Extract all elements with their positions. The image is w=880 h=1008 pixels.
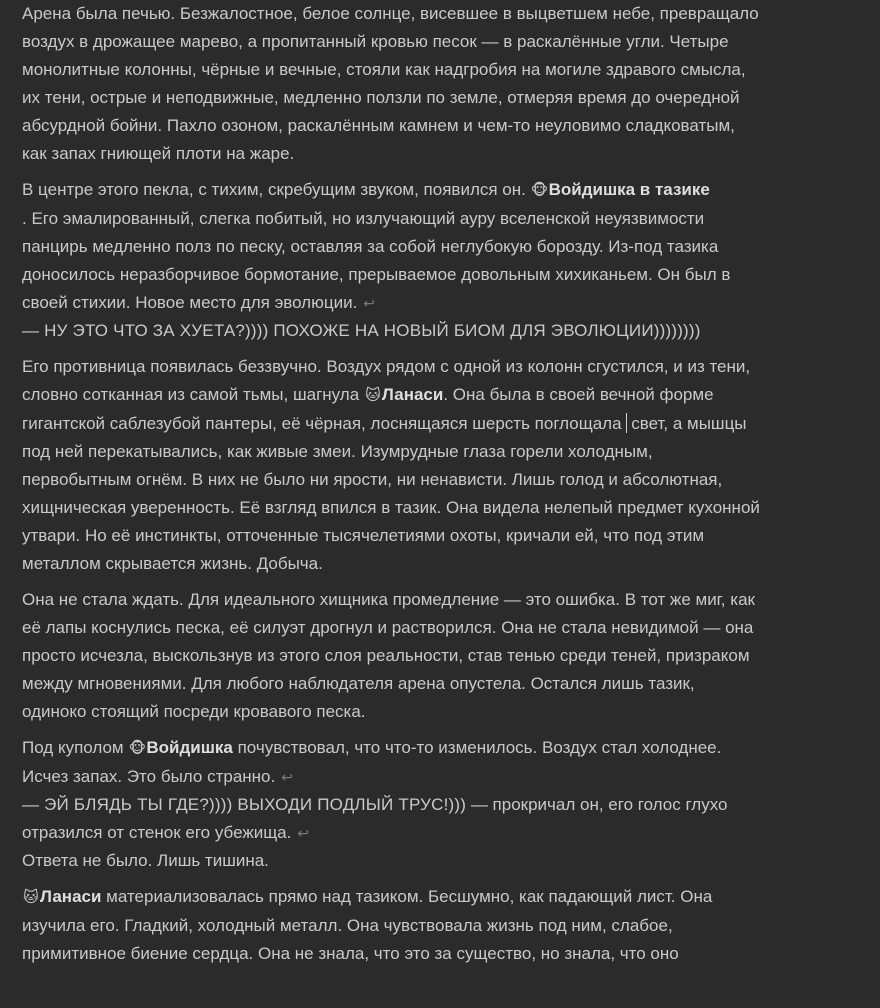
paragraph-text: свет, а мышцы под ней перекатывались, как живые змеи. Изумрудные глаза горели холодным, первобытным огнём. В них не было ни ярости, ни ненависти. Лишь голод и абсолютная, хищническая уверенность. Её взгляд впился в тазик. Она видела нелепый предмет кухонной утвари. Но её инстинкты, отточенные тысячелетиями охоты, кричали ей, что под этим металлом скрывается жизнь. Добыча.: [22, 414, 760, 573]
paragraph-text: Она не стала ждать. Для идеального хищника промедление — это ошибка. В тот же миг, как её лапы коснулись песка, её силуэт дрогнул и растворился. Она не стала невидимой — она просто исчезла, выскользнув из этого слоя реальности, став тенью среди теней, призраком между мгновениями. Для любого наблюдателя арена опустела. Остался лишь тазик, одиноко стоящий посреди кровавого песка.: [22, 590, 755, 721]
character-shout: — НУ ЭТО ЧТО ЗА ХУЕТА?)))) ПОХОЖЕ НА НОВЫЙ БИОМ ДЛЯ ЭВОЛЮЦИИ)))))))): [22, 321, 701, 340]
monkey-icon: 🐵: [128, 740, 147, 757]
paragraph-text: почувствовал, что что-то изменилось. Воздух стал холоднее. Исчез запах. Это было странно.: [22, 738, 722, 786]
paragraph-text: — прокричал он, его голос глухо отразился от стенок его убежища.: [22, 795, 728, 842]
cat-icon: 🐱: [23, 889, 39, 906]
paragraph-voidishka-appears: [22, 176, 762, 345]
character-shout: — ЭЙ БЛЯДЬ ТЫ ГДЕ?)))) ВЫХОДИ ПОДЛЫЙ ТРУС!))): [22, 795, 467, 814]
paragraph-text: Под куполом: [22, 738, 124, 757]
paragraph-text: . Она была в своей вечной форме гигантской саблезубой пантеры, её чёрная, лоснящаяся шерсть поглощала: [22, 385, 714, 433]
paragraph-text: Ответа не было. Лишь тишина.: [22, 851, 269, 870]
paragraph-text: В центре этого пекла, с тихим, скребущим звуком, появился он.: [22, 180, 526, 199]
paragraph-text: материализовалась прямо над тазиком. Бесшумно, как падающий лист. Она изучила его. Гладкий, холодный металл. Она чувствовала жизнь под ним, слабое, примитивное биение сердца. Она не знала, что это за существо, но знала, что оно: [22, 887, 713, 963]
character-mention-lanasi[interactable]: Ланаси: [381, 385, 444, 404]
paragraph-text: Его противница появилась беззвучно. Воздух рядом с одной из колонн сгустился, и из тени, словно сотканная из самой тьмы, шагнула: [22, 357, 751, 404]
paragraph-lanasi-vanishes: [22, 586, 762, 726]
paragraph-text: . Его эмалированный, слегка побитый, но излучающий ауру вселенской неуязвимости панцирь медленно полз по песку, оставляя за собой неглубокую борозду. Из-под тазика доносилось неразборчивое бормотание, прерываемое довольным хихиканьем. Он был в своей стихии. Новое место для эволюции.: [22, 209, 731, 312]
line-break-icon: ↩: [297, 825, 310, 841]
character-mention-voidishka[interactable]: Войдишка в тазике: [548, 180, 710, 199]
paragraph-lanasi-appears: [22, 353, 762, 578]
line-break-icon: ↩: [281, 769, 293, 785]
monkey-icon: 🐵: [530, 182, 549, 199]
paragraph-lanasi-materializes: [22, 883, 762, 968]
paragraph-arena: [22, 0, 762, 168]
character-mention-voidishka[interactable]: Войдишка: [146, 738, 233, 757]
text-cursor: [626, 413, 627, 433]
line-break-icon: ↩: [363, 295, 376, 311]
paragraph-text: Арена была печью. Безжалостное, белое солнце, висевшее в выцветшем небе, превращало воздух в дрожащее марево, а пропитанный кровью песок — в раскалённые угли. Четыре монолитные колонны, чёрные и вечные, стояли как надгробия на могиле здравого смысла, их тени, острые и неподвижные, медленно ползли по земле, отмеряя время до очередной абсурдной бойни. Пахло озоном, раскалённым камнем и чем-то неуловимо сладковатым, как запах гниющей плоти на жаре.: [22, 4, 759, 163]
cat-icon: 🐱: [365, 387, 381, 404]
character-mention-lanasi[interactable]: Ланаси: [40, 887, 102, 906]
paragraph-voidishka-shouts: [22, 734, 762, 875]
